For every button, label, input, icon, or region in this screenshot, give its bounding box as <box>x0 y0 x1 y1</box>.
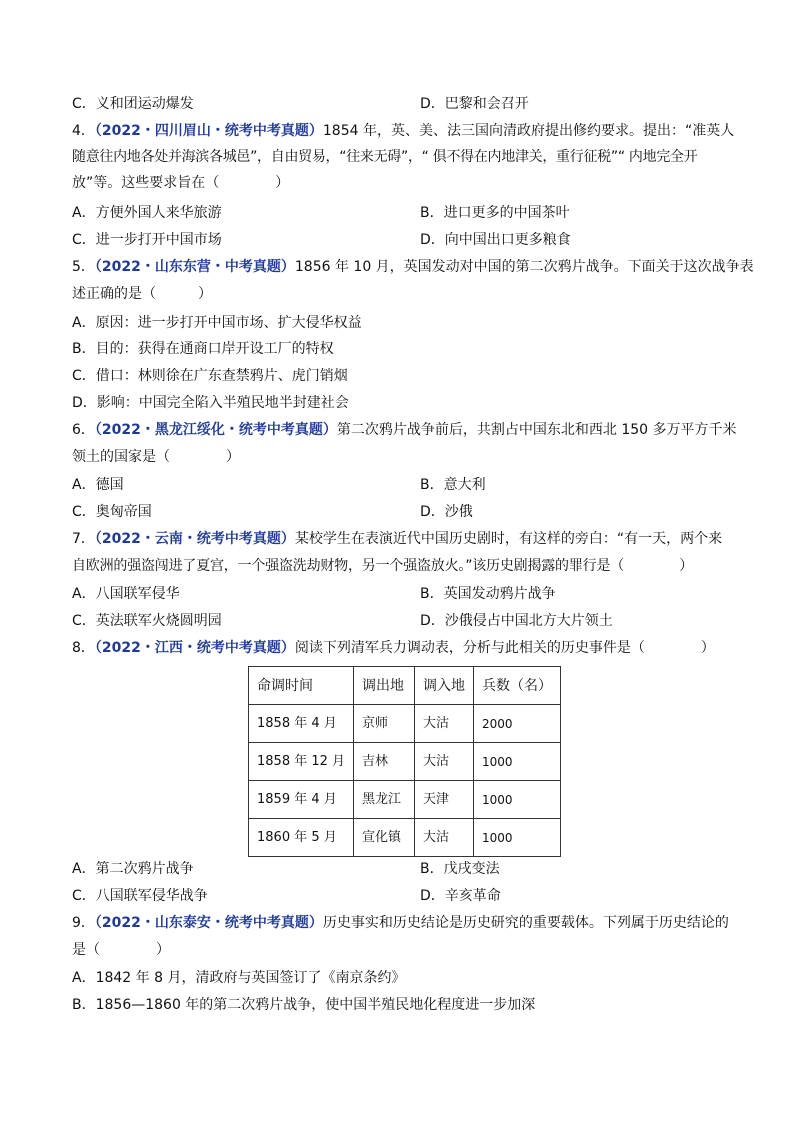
q7-options-row2 <box>72 611 722 631</box>
table-cell: 1000 <box>474 819 561 857</box>
q6-text1: 第二次鸦片战争前后，共割占中国东北和西北 150 多万平方千米 <box>336 422 737 438</box>
q8-source: （2022・江西・统考中考真题） <box>94 640 295 656</box>
table-cell: 1860 年 5 月 <box>249 819 354 857</box>
q3-option-d: D．巴黎和会召开 <box>420 96 529 112</box>
q6-option-c: C．奥匈帝国 <box>72 504 152 520</box>
q5-option-a: A．原因：进一步打开中国市场、扩大侵华权益 <box>72 315 362 331</box>
q4-option-a: A．方便外国人来华旅游 <box>72 205 222 221</box>
q7-stem-line1 <box>72 529 722 549</box>
q4-options-row1 <box>72 203 722 223</box>
q5-number: 5． <box>72 259 95 275</box>
q5-option-c: C．借口：林则徐在广东查禁鸦片、虎门销烟 <box>72 368 348 384</box>
table-cell: 大沽 <box>415 819 474 857</box>
table-row <box>249 781 561 819</box>
q8-number: 8． <box>72 640 95 656</box>
q6-number: 6． <box>72 422 95 438</box>
table-header-cell: 调出地 <box>354 667 415 705</box>
q8-option-d: D．辛亥革命 <box>420 888 501 904</box>
q8-text1: 阅读下列清军兵力调动表，分析与此相关的历史事件是（ ） <box>294 640 715 656</box>
q6-stem-line1 <box>72 420 737 440</box>
q5-option-d: D．影响：中国完全陷入半殖民地半封建社会 <box>72 395 349 411</box>
table-cell: 1858 年 12 月 <box>249 743 354 781</box>
q4-stem-line3: 放”等。这些要求旨在（ ） <box>72 175 290 191</box>
q7-option-c: C．英法联军火烧圆明园 <box>72 613 222 629</box>
q8-stem-line1 <box>72 638 722 658</box>
q9-option-a: A．1842 年 8 月，清政府与英国签订了《南京条约》 <box>72 970 406 986</box>
q5-stem-line1 <box>72 257 754 277</box>
table-header-cell: 兵数（名） <box>474 667 561 705</box>
q3-option-c: C．义和团运动爆发 <box>72 96 194 112</box>
q3-options-row <box>72 94 722 114</box>
q9-option-b: B．1856—1860 年的第二次鸦片战争，使中国半殖民地化程度进一步加深 <box>72 997 536 1013</box>
q4-stem-line2: 随意往内地各处并海滨各城邑”，自由贸易，“往来无碍”，“ 俱不得在内地津关，重行征税”“ 内地完全开 <box>72 149 698 165</box>
q7-option-d: D．沙俄侵占中国北方大片领土 <box>420 613 613 629</box>
q4-text1: 1854 年，英、美、法三国向清政府提出修约要求。提出：“准英人 <box>322 123 735 139</box>
q7-options-row1 <box>72 584 722 604</box>
q8-options-row2 <box>72 886 722 906</box>
table-cell: 天津 <box>415 781 474 819</box>
q9-text1: 历史事实和历史结论是历史研究的重要载体。下列属于历史结论的 <box>322 915 729 931</box>
q6-option-a: A．德国 <box>72 477 124 493</box>
table-cell: 黑龙江 <box>354 781 415 819</box>
q8-option-a: A．第二次鸦片战争 <box>72 861 194 877</box>
q5-text1: 1856 年 10 月，英国发动对中国的第二次鸦片战争。下面关于这次战争表 <box>294 259 754 275</box>
q4-option-d: D．向中国出口更多粮食 <box>420 232 571 248</box>
q4-option-c: C．进一步打开中国市场 <box>72 232 222 248</box>
q4-number: 4． <box>72 123 95 139</box>
q7-text1: 某校学生在表演近代中国历史剧时，有这样的旁白：“有一天，两个来 <box>294 531 723 547</box>
table-cell: 大沽 <box>415 705 474 743</box>
table-header-cell: 命调时间 <box>249 667 354 705</box>
q9-source: （2022・山东泰安・统考中考真题） <box>94 915 323 931</box>
q7-stem-line2: 自欧洲的强盗闯进了夏宫，一个强盗洗劫财物，另一个强盗放火。”该历史剧揭露的罪行是（ ） <box>72 558 694 574</box>
q4-option-b: B．进口更多的中国茶叶 <box>420 205 570 221</box>
q6-options-row2 <box>72 502 722 522</box>
table-header-row <box>249 667 561 705</box>
troop-movement-table <box>248 666 561 857</box>
q6-source: （2022・黑龙江绥化・统考中考真题） <box>94 422 337 438</box>
q7-number: 7． <box>72 531 95 547</box>
table-cell: 1859 年 4 月 <box>249 781 354 819</box>
q9-number: 9． <box>72 915 95 931</box>
q9-stem-line2: 是（ ） <box>72 942 170 958</box>
q7-option-b: B．英国发动鸦片战争 <box>420 586 556 602</box>
table-header-cell: 调入地 <box>415 667 474 705</box>
q7-option-a: A．八国联军侵华 <box>72 586 180 602</box>
table-row <box>249 743 561 781</box>
q8-option-b: B．戊戌变法 <box>420 861 500 877</box>
q5-source: （2022・山东东营・中考真题） <box>94 259 295 275</box>
q6-stem-line2: 领土的国家是（ ） <box>72 449 240 465</box>
table-row <box>249 705 561 743</box>
q4-options-row2 <box>72 230 722 250</box>
table-cell: 1000 <box>474 743 561 781</box>
table-cell: 2000 <box>474 705 561 743</box>
q7-source: （2022・云南・统考中考真题） <box>94 531 295 547</box>
q8-option-c: C．八国联军侵华战争 <box>72 888 208 904</box>
q5-option-b: B．目的：获得在通商口岸开设工厂的特权 <box>72 341 334 357</box>
q6-option-d: D．沙俄 <box>420 504 473 520</box>
table-cell: 1858 年 4 月 <box>249 705 354 743</box>
table-cell: 大沽 <box>415 743 474 781</box>
q6-option-b: B．意大利 <box>420 477 486 493</box>
table-cell: 宣化镇 <box>354 819 415 857</box>
q9-stem-line1 <box>72 913 729 933</box>
table-cell: 1000 <box>474 781 561 819</box>
q5-stem-line2: 述正确的是（ ） <box>72 286 212 302</box>
q4-source: （2022・四川眉山・统考中考真题） <box>94 123 323 139</box>
q6-options-row1 <box>72 475 722 495</box>
table-cell: 京师 <box>354 705 415 743</box>
q8-options-row1 <box>72 859 722 879</box>
table-row <box>249 819 561 857</box>
q4-stem-line1 <box>72 121 735 141</box>
table-cell: 吉林 <box>354 743 415 781</box>
